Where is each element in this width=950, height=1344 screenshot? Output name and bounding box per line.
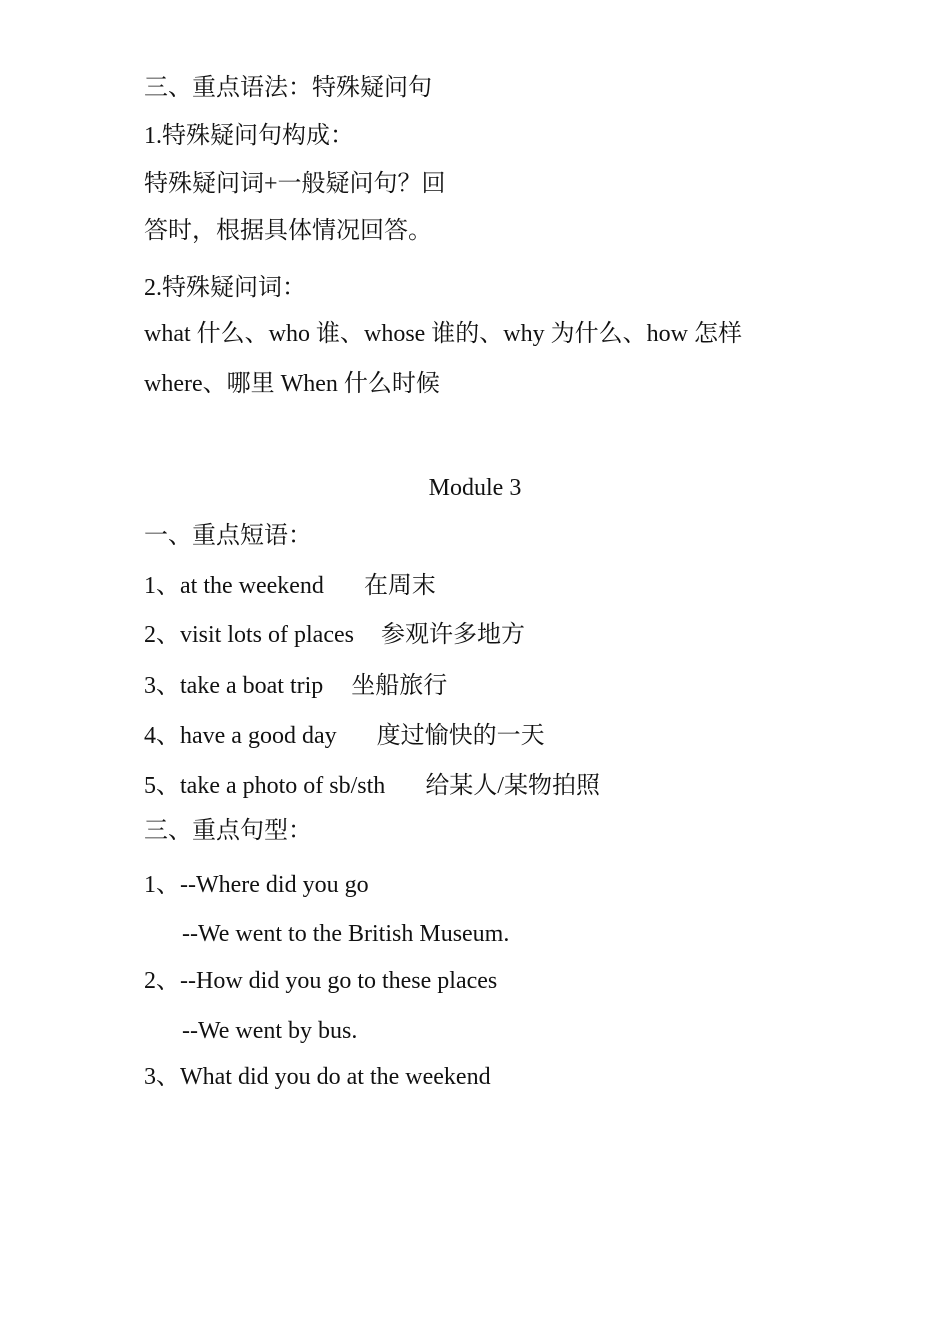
grammar-heading: 三、重点语法：特殊疑问句 <box>144 75 432 101</box>
phrase-zh: 参观许多地方 <box>380 622 525 648</box>
sentence-2-question: 2、--How did you go to these places <box>144 968 498 994</box>
question-words-line1: what 什么、who 谁、whose 谁的、why 为什么、how 怎样 <box>144 321 742 347</box>
phrase-item <box>144 771 600 801</box>
sentences-heading: 三、重点句型： <box>144 818 312 844</box>
question-words-line2: where、哪里 When 什么时候 <box>144 371 440 397</box>
phrase-item <box>144 721 545 751</box>
grammar-point1-title: 1.特殊疑问句构成： <box>144 123 354 149</box>
grammar-point2-title: 2.特殊疑问词： <box>144 275 306 301</box>
phrases-heading: 一、重点短语： <box>144 523 312 549</box>
sentence-3-question: 3、What did you do at the weekend <box>144 1064 491 1090</box>
phrase-zh: 给某人/某物拍照 <box>425 773 600 799</box>
phrase-en: 4、have a good day <box>144 723 337 749</box>
sentence-2-answer: --We went by bus. <box>182 1018 358 1044</box>
sentence-1-answer: --We went to the British Museum. <box>182 921 510 947</box>
module-title: Module 3 <box>428 475 522 501</box>
phrase-en: 5、take a photo of sb/sth <box>144 773 386 799</box>
phrase-en: 1、at the weekend <box>144 573 324 599</box>
grammar-point1-line1: 特殊疑问词+一般疑问句？回 <box>144 171 446 197</box>
grammar-point1-line2: 答时，根据具体情况回答。 <box>144 218 432 244</box>
phrase-item <box>144 571 436 601</box>
phrase-zh: 度过愉快的一天 <box>376 723 545 749</box>
phrase-en: 3、take a boat trip <box>144 673 324 699</box>
sentence-1-question: 1、--Where did you go <box>144 872 369 898</box>
phrase-item <box>144 671 447 701</box>
phrase-zh: 在周末 <box>363 573 436 599</box>
phrase-en: 2、visit lots of places <box>144 622 354 648</box>
phrase-item <box>144 620 525 650</box>
phrase-zh: 坐船旅行 <box>351 673 448 699</box>
